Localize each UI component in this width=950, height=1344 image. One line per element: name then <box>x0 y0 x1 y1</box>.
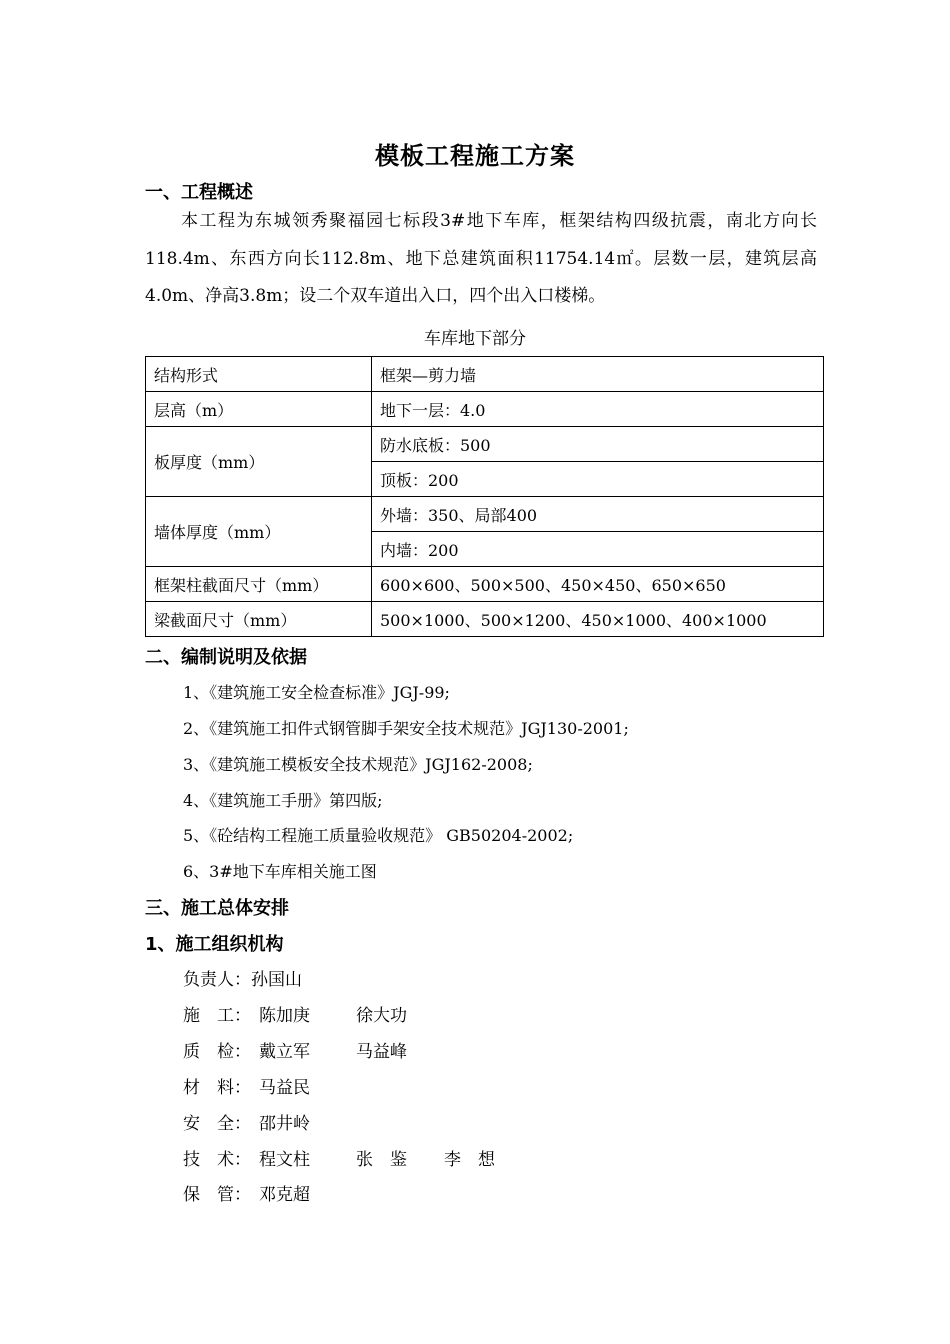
org-label-safety: 安 全： <box>183 1114 251 1134</box>
basis-item-3: 3、《建筑施工模板安全技术规范》JGJ162-2008; <box>183 755 533 774</box>
overview-paragraph: 本工程为东城领秀聚福园七标段3#地下车库，框架结构四级抗震，南北方向长118.4m、东西方向长112.8m、地下总建筑面积11754.14㎡。层数一层，建筑层高4.0m、净高3.8m；设二个双车道出入口，四个出入口楼梯。 <box>145 211 817 306</box>
org-row-quality <box>183 1037 407 1062</box>
table-cell-height-label: 层高（m） <box>146 392 372 427</box>
document-title: 模板工程施工方案 <box>375 142 575 170</box>
org-row-tech <box>183 1145 495 1170</box>
org-row-construction <box>183 1001 407 1026</box>
org-row-custody <box>183 1180 310 1205</box>
org-row-safety <box>183 1109 310 1134</box>
org-label-material: 材 料： <box>183 1078 251 1098</box>
org-name: 戴立军 <box>259 1042 310 1062</box>
table-cell-wall-value-1: 外墙：350、局部400 <box>372 497 824 532</box>
basis-item-6: 6、3#地下车库相关施工图 <box>183 862 377 881</box>
table-cell-structure-value: 框架—剪力墙 <box>372 357 824 392</box>
org-label-construction: 施 工： <box>183 1006 251 1026</box>
table-cell-slab-label: 板厚度（mm） <box>146 427 372 497</box>
org-label-quality: 质 检： <box>183 1042 251 1062</box>
section-heading-arrangement: 三、施工总体安排 <box>145 898 289 919</box>
table-row <box>146 392 824 427</box>
org-name: 马益民 <box>259 1078 310 1098</box>
basis-item-1: 1、《建筑施工安全检查标准》JGJ-99; <box>183 683 450 702</box>
table-cell-slab-value-1: 防水底板：500 <box>372 427 824 462</box>
org-name: 徐大功 <box>356 1006 407 1026</box>
subsection-heading-organization: 1、施工组织机构 <box>145 934 284 955</box>
table-cell-wall-label: 墙体厚度（mm） <box>146 497 372 567</box>
spec-table <box>145 356 824 637</box>
org-label-custody: 保 管： <box>183 1185 251 1205</box>
org-label-tech: 技 术： <box>183 1150 251 1170</box>
table-cell-column-label: 框架柱截面尺寸（mm） <box>146 567 372 602</box>
section-heading-overview: 一、工程概述 <box>145 182 253 203</box>
org-name: 邓克超 <box>259 1185 310 1205</box>
table-cell-beam-value: 500×1000、500×1200、450×1000、400×1000 <box>372 602 824 637</box>
table-row <box>146 602 824 637</box>
table-cell-slab-value-2: 顶板：200 <box>372 462 824 497</box>
basis-item-5: 5、《砼结构工程施工质量验收规范》 GB50204-2002; <box>183 826 574 845</box>
table-row <box>146 357 824 392</box>
org-row-leader <box>183 965 302 990</box>
org-name: 邵井岭 <box>259 1114 310 1134</box>
org-name: 张 鉴 <box>356 1150 407 1170</box>
org-row-material <box>183 1073 310 1098</box>
basis-item-4: 4、《建筑施工手册》第四版; <box>183 791 383 810</box>
table-row <box>146 567 824 602</box>
org-name: 陈加庚 <box>259 1006 310 1026</box>
basis-item-2: 2、《建筑施工扣件式钢管脚手架安全技术规范》JGJ130-2001; <box>183 719 629 738</box>
org-leader: 负责人：孙国山 <box>183 970 302 990</box>
table-cell-structure-label: 结构形式 <box>146 357 372 392</box>
table-row <box>146 427 824 462</box>
table-cell-height-value: 地下一层：4.0 <box>372 392 824 427</box>
org-name: 程文柱 <box>259 1150 310 1170</box>
table-caption: 车库地下部分 <box>424 329 526 349</box>
table-row <box>146 497 824 532</box>
org-name: 李 想 <box>444 1150 495 1170</box>
table-cell-column-value: 600×600、500×500、450×450、650×650 <box>372 567 824 602</box>
section-heading-basis: 二、编制说明及依据 <box>145 647 307 668</box>
table-cell-beam-label: 梁截面尺寸（mm） <box>146 602 372 637</box>
table-cell-wall-value-2: 内墙：200 <box>372 532 824 567</box>
org-name: 马益峰 <box>356 1042 407 1062</box>
